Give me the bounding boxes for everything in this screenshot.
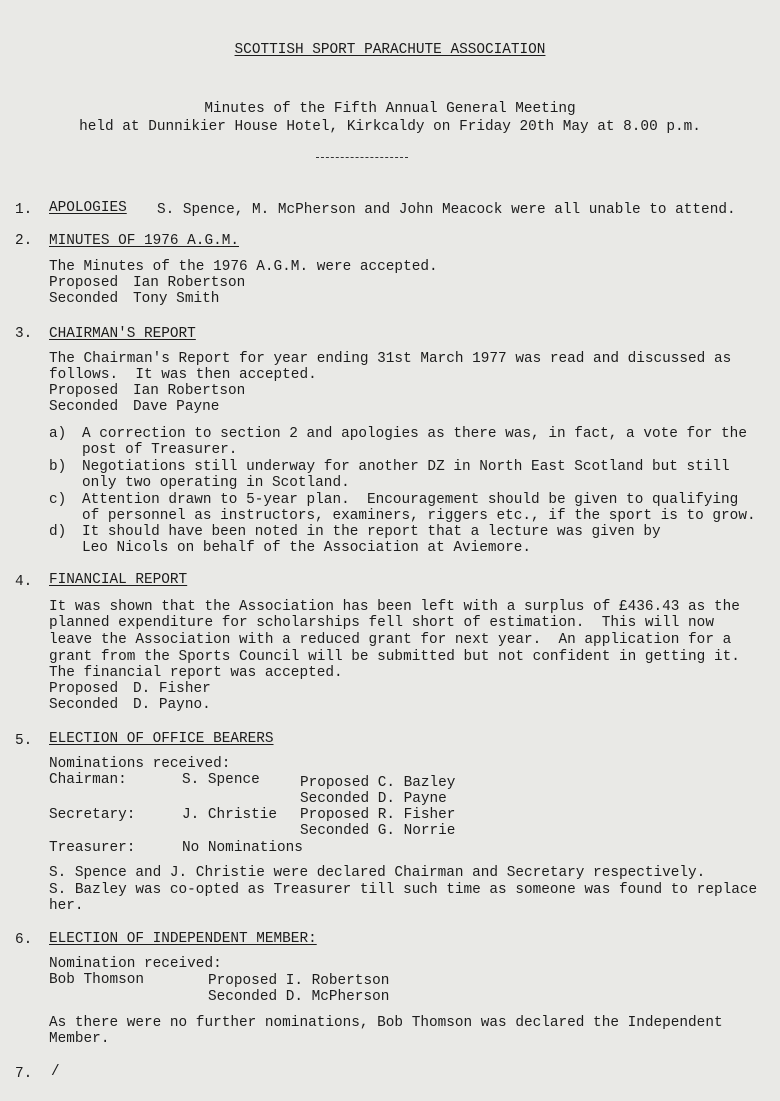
financial-report-heading: FINANCIAL REPORT — [49, 572, 188, 588]
list-item-line: of personnel as instructors, examiners, riggers etc., if the sport is to grow. — [82, 508, 756, 524]
meeting-venue: held at Dunnikier House Hotel, Kirkcaldy on Friday 20th May at 8.00 p.m. — [79, 119, 701, 135]
proposed-label: Proposed — [49, 681, 119, 697]
financial-line-1: It was shown that the Association has been left with a surplus of £436.43 as the — [49, 599, 740, 615]
list-item-line: It should have been noted in the report that a lecture was given by — [82, 524, 661, 540]
election-result-line-1: S. Spence and J. Christie were declared Chairman and Secretary respectively. — [49, 865, 706, 881]
independent-nominee: Bob Thomson — [49, 972, 144, 988]
meeting-subtitle: Minutes of the Fifth Annual General Meeting — [204, 101, 576, 117]
seconded-label: Seconded — [49, 399, 119, 415]
list-item-line: Negotiations still underway for another DZ in North East Scotland but still — [82, 459, 730, 475]
proposer-name: D. Fisher — [133, 681, 211, 697]
proposed-label: Proposed — [49, 275, 119, 291]
chairman-nominee: S. Spence — [182, 772, 260, 788]
chairman-label: Chairman: — [49, 772, 127, 788]
apologies-text: S. Spence, M. McPherson and John Meacock were all unable to attend. — [157, 202, 736, 218]
election-result-line-3: her. — [49, 898, 84, 914]
list-item-marker: c) — [49, 492, 67, 508]
seconder-name: Dave Payne — [133, 399, 220, 415]
financial-line-3: leave the Association with a reduced grant for next year. An application for a — [49, 632, 732, 648]
financial-line-4: grant from the Sports Council will be submitted but not confident in getting it. — [49, 649, 740, 665]
section-number-6: 6. — [15, 932, 33, 948]
seconder-name: Tony Smith — [133, 291, 220, 307]
chairman-proposed: Proposed C. Bazley — [300, 775, 456, 791]
treasurer-label: Treasurer: — [49, 840, 136, 856]
seconded-label: Seconded — [49, 697, 119, 713]
list-item-line: post of Treasurer. — [82, 442, 238, 458]
list-item-line: only two operating in Scotland. — [82, 475, 350, 491]
list-item-line: Leo Nicols on behalf of the Association at Aviemore. — [82, 540, 532, 556]
list-item-marker: d) — [49, 524, 67, 540]
section-number-5: 5. — [15, 733, 33, 749]
financial-line-2: planned expenditure for scholarships fell short of estimation. This will now — [49, 615, 714, 631]
list-item-marker: b) — [49, 459, 67, 475]
office-bearers-heading: ELECTION OF OFFICE BEARERS — [49, 731, 274, 747]
continuation-mark: / — [51, 1064, 60, 1080]
chairmans-report-line-1: The Chairman's Report for year ending 31st March 1977 was read and discussed as — [49, 351, 732, 367]
chairman-seconded: Seconded D. Payne — [300, 791, 447, 807]
chairmans-report-heading: CHAIRMAN'S REPORT — [49, 326, 196, 342]
secretary-nominee: J. Christie — [182, 807, 277, 823]
nomination-received: Nomination received: — [49, 956, 222, 972]
proposed-label: Proposed — [49, 383, 119, 399]
secretary-seconded: Seconded G. Norrie — [300, 823, 456, 839]
association-title: SCOTTISH SPORT PARACHUTE ASSOCIATION — [234, 42, 546, 58]
secretary-proposed: Proposed R. Fisher — [300, 807, 456, 823]
financial-line-5: The financial report was accepted. — [49, 665, 343, 681]
list-item-marker: a) — [49, 426, 67, 442]
apologies-heading: APOLOGIES — [49, 200, 127, 216]
section-number-7: 7. — [15, 1066, 33, 1082]
nominations-received: Nominations received: — [49, 756, 231, 772]
section-number-3: 3. — [15, 326, 33, 342]
list-item-line: Attention drawn to 5-year plan. Encouragement should be given to qualifying — [82, 492, 739, 508]
independent-seconded: Seconded D. McPherson — [208, 989, 390, 1005]
chairmans-report-line-2: follows. It was then accepted. — [49, 367, 317, 383]
independent-member-heading: ELECTION OF INDEPENDENT MEMBER: — [49, 931, 317, 947]
proposer-name: Ian Robertson — [133, 383, 246, 399]
independent-result-line-1: As there were no further nominations, Bob Thomson was declared the Independent — [49, 1015, 723, 1031]
independent-proposed: Proposed I. Robertson — [208, 973, 390, 989]
treasurer-nominee: No Nominations — [182, 840, 303, 856]
section-number-1: 1. — [15, 202, 33, 218]
section-number-2: 2. — [15, 233, 33, 249]
minutes-1976-heading: MINUTES OF 1976 A.G.M. — [49, 233, 239, 249]
independent-result-line-2: Member. — [49, 1031, 110, 1047]
minutes-accepted-text: The Minutes of the 1976 A.G.M. were accepted. — [49, 259, 438, 275]
seconded-label: Seconded — [49, 291, 119, 307]
secretary-label: Secretary: — [49, 807, 136, 823]
proposer-name: Ian Robertson — [133, 275, 246, 291]
header-divider — [316, 157, 408, 158]
list-item-line: A correction to section 2 and apologies as there was, in fact, a vote for the — [82, 426, 747, 442]
seconder-name: D. Payno. — [133, 697, 211, 713]
election-result-line-2: S. Bazley was co-opted as Treasurer till such time as someone was found to replace — [49, 882, 758, 898]
section-number-4: 4. — [15, 574, 33, 590]
